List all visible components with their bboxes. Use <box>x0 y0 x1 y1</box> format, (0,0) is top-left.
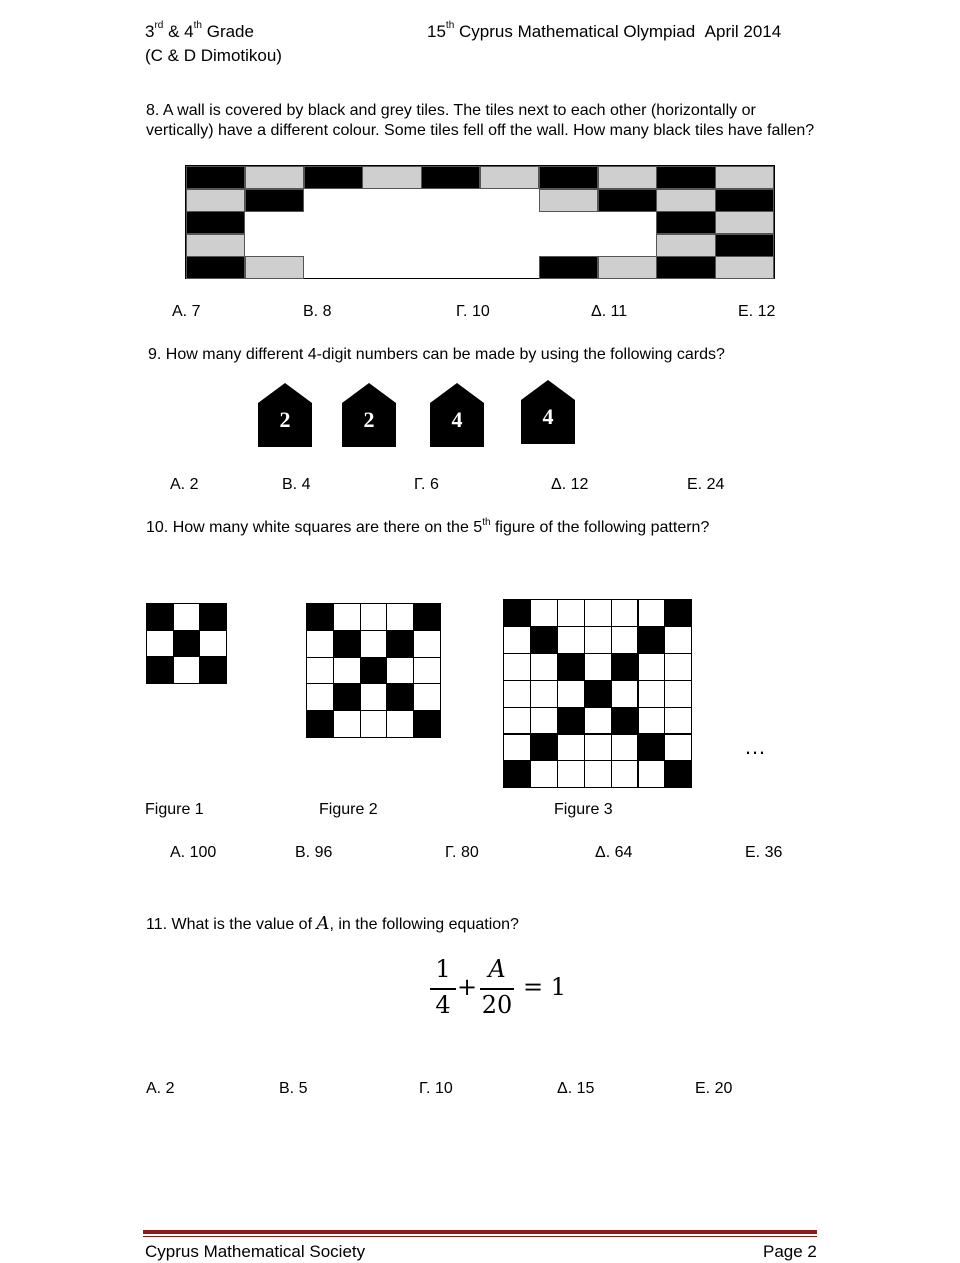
black-tile <box>304 166 363 189</box>
white-square <box>664 680 692 708</box>
black-square <box>503 599 531 627</box>
fraction-one-quarter <box>430 955 456 1021</box>
q9-option-e[interactable]: Ε. 24 <box>687 476 725 493</box>
white-square <box>530 707 558 735</box>
white-square <box>333 657 361 685</box>
white-square <box>360 630 388 658</box>
black-square <box>557 707 585 735</box>
grey-tile <box>362 166 421 189</box>
grey-tile <box>715 256 774 279</box>
white-square <box>664 653 692 681</box>
olympiad-number: 15 <box>427 22 446 41</box>
white-square <box>557 680 585 708</box>
black-square <box>611 707 639 735</box>
black-square <box>638 626 666 654</box>
white-square <box>360 683 388 711</box>
black-tile <box>715 234 774 257</box>
fraction-bar <box>480 988 514 990</box>
white-square <box>664 626 692 654</box>
black-square <box>664 599 692 627</box>
white-square <box>611 760 639 788</box>
fraction-numerator: 1 <box>435 955 451 983</box>
pattern-ellipsis: … <box>744 734 766 759</box>
number-card <box>342 383 396 447</box>
black-square <box>146 656 174 684</box>
fraction-a-over-20 <box>480 955 514 1021</box>
q9-option-d[interactable]: Δ. 12 <box>551 476 589 493</box>
white-square <box>360 603 388 631</box>
black-square <box>386 683 414 711</box>
black-tile <box>598 189 657 212</box>
tile-wall <box>185 165 775 279</box>
black-tile <box>656 211 715 234</box>
olympiad-suffix: th <box>445 20 455 31</box>
white-square <box>503 626 531 654</box>
grey-tile <box>598 166 657 189</box>
grey-tile <box>539 189 598 212</box>
card-digit: 2 <box>363 407 375 432</box>
black-square <box>530 734 558 762</box>
white-square <box>146 630 174 658</box>
grey-tile <box>598 256 657 279</box>
white-square <box>386 657 414 685</box>
white-square <box>584 626 612 654</box>
black-square <box>503 760 531 788</box>
white-square <box>638 707 666 735</box>
white-square <box>503 653 531 681</box>
card-digit: 4 <box>451 407 463 432</box>
white-square <box>306 657 334 685</box>
figure-label-2: Figure 2 <box>319 801 378 818</box>
white-square <box>584 734 612 762</box>
q8-option-a[interactable]: Α. 7 <box>172 303 201 320</box>
black-square <box>333 683 361 711</box>
black-square <box>360 657 388 685</box>
white-square <box>386 710 414 738</box>
white-square <box>638 680 666 708</box>
black-square <box>199 603 227 631</box>
white-square <box>503 680 531 708</box>
white-square <box>503 707 531 735</box>
white-square <box>584 760 612 788</box>
q9-option-b[interactable]: Β. 4 <box>282 476 311 493</box>
white-square <box>557 599 585 627</box>
white-square <box>306 630 334 658</box>
white-square <box>386 603 414 631</box>
white-square <box>503 734 531 762</box>
grey-tile <box>186 189 245 212</box>
black-square <box>333 630 361 658</box>
q11-text-end: , in the following equation? <box>329 916 519 933</box>
grade-word: Grade <box>206 22 254 41</box>
white-square <box>413 657 441 685</box>
white-square <box>413 683 441 711</box>
white-square <box>664 707 692 735</box>
black-tile <box>421 166 480 189</box>
black-square <box>306 710 334 738</box>
q8-text-line1: 8. A wall is covered by black and grey tiles. The tiles next to each other (horizontally or <box>146 102 756 119</box>
pattern-figure-3 <box>503 599 691 787</box>
white-square <box>664 734 692 762</box>
grey-tile <box>656 189 715 212</box>
q8-text-line2: vertically) have a different colour. Some tiles fell off the wall. How many black tiles have fallen? <box>146 122 815 139</box>
black-square <box>530 626 558 654</box>
black-square <box>413 603 441 631</box>
card-digit: 4 <box>542 404 554 429</box>
fraction-numerator: A <box>488 955 506 983</box>
white-square <box>173 656 201 684</box>
white-square <box>611 680 639 708</box>
q8-option-c[interactable]: Γ. 10 <box>456 303 490 320</box>
grade-suffix-2: th <box>193 20 202 31</box>
white-square <box>638 760 666 788</box>
grade-suffix: rd <box>154 20 164 31</box>
white-square <box>638 653 666 681</box>
number-card <box>258 383 312 447</box>
white-square <box>584 707 612 735</box>
white-square <box>584 653 612 681</box>
pattern-figure-1 <box>146 603 226 683</box>
equation-rhs: = 1 <box>523 973 567 1001</box>
q9-option-c[interactable]: Γ. 6 <box>414 476 439 493</box>
footer-rule-thin <box>143 1236 817 1237</box>
olympiad-date: April 2014 <box>704 22 782 41</box>
q10-text-sup: th <box>482 517 491 528</box>
grey-tile <box>245 256 304 279</box>
black-tile <box>186 256 245 279</box>
white-square <box>173 603 201 631</box>
white-square <box>611 734 639 762</box>
black-square <box>584 680 612 708</box>
black-square <box>199 656 227 684</box>
grey-tile <box>245 166 304 189</box>
q10-text-end: figure of the following pattern? <box>490 519 710 536</box>
number-card <box>521 380 575 444</box>
q11-option-c[interactable]: Γ. 10 <box>419 1080 453 1097</box>
grey-tile <box>480 166 539 189</box>
plus-sign: + <box>457 973 478 1001</box>
grade-and: & 4 <box>168 22 194 41</box>
white-square <box>611 626 639 654</box>
black-square <box>173 630 201 658</box>
q10-option-d[interactable]: Δ. 64 <box>595 844 633 861</box>
black-square <box>386 630 414 658</box>
fraction-denominator: 4 <box>435 991 451 1019</box>
white-square <box>530 760 558 788</box>
header-grade <box>145 22 254 42</box>
white-square <box>530 599 558 627</box>
q8-option-b[interactable]: Β. 8 <box>303 303 332 320</box>
black-square <box>611 653 639 681</box>
pattern-figure-2 <box>306 603 440 737</box>
black-square <box>413 710 441 738</box>
white-square <box>557 626 585 654</box>
olympiad-title: Cyprus Mathematical Olympiad <box>459 22 696 41</box>
white-square <box>333 603 361 631</box>
grey-tile <box>715 166 774 189</box>
q10-option-c[interactable]: Γ. 80 <box>445 844 479 861</box>
fraction-denominator: 20 <box>481 991 513 1019</box>
grey-tile <box>186 234 245 257</box>
black-tile <box>186 211 245 234</box>
q8-option-e[interactable]: Ε. 12 <box>738 303 776 320</box>
footer-page-number: Page 2 <box>763 1242 817 1261</box>
q10-text-start: 10. How many white squares are there on the 5 <box>146 519 483 536</box>
white-square <box>333 710 361 738</box>
footer-society: Cyprus Mathematical Society <box>145 1242 366 1261</box>
q10-option-b[interactable]: Β. 96 <box>295 844 333 861</box>
grey-tile <box>715 211 774 234</box>
number-card <box>430 383 484 447</box>
black-square <box>557 653 585 681</box>
q9-option-a[interactable]: Α. 2 <box>170 476 199 493</box>
black-tile <box>186 166 245 189</box>
q8-option-d[interactable]: Δ. 11 <box>591 303 628 320</box>
black-tile <box>539 256 598 279</box>
q10-text <box>146 519 709 537</box>
header-olympiad <box>427 22 781 42</box>
q11-text <box>146 913 519 934</box>
q9-text: 9. How many different 4-digit numbers can be made by using the following cards? <box>148 346 725 363</box>
white-square <box>638 599 666 627</box>
grey-tile <box>656 234 715 257</box>
q11-option-b[interactable]: Β. 5 <box>279 1080 308 1097</box>
q11-option-d[interactable]: Δ. 15 <box>557 1080 595 1097</box>
black-tile <box>656 256 715 279</box>
white-square <box>306 683 334 711</box>
black-square <box>306 603 334 631</box>
q10-option-a[interactable]: Α. 100 <box>170 844 217 861</box>
q11-variable: A <box>316 913 330 934</box>
white-square <box>611 599 639 627</box>
q11-option-a[interactable]: Α. 2 <box>146 1080 175 1097</box>
white-square <box>360 710 388 738</box>
figure-label-3: Figure 3 <box>554 801 613 818</box>
white-square <box>413 630 441 658</box>
black-tile <box>245 189 304 212</box>
black-tile <box>715 189 774 212</box>
black-square <box>664 760 692 788</box>
figure-label-1: Figure 1 <box>145 801 204 818</box>
grade-number: 3 <box>145 22 155 41</box>
card-digit: 2 <box>279 407 291 432</box>
black-square <box>638 734 666 762</box>
q10-option-e[interactable]: Ε. 36 <box>745 844 783 861</box>
white-square <box>530 653 558 681</box>
white-square <box>557 734 585 762</box>
black-tile <box>656 166 715 189</box>
equation <box>430 955 570 1021</box>
black-tile <box>539 166 598 189</box>
header-subtitle: (C & D Dimotikou) <box>145 46 282 65</box>
q11-text-start: 11. What is the value of <box>146 916 317 933</box>
white-square <box>557 760 585 788</box>
fraction-bar <box>430 988 456 990</box>
black-square <box>146 603 174 631</box>
white-square <box>530 680 558 708</box>
footer-rule <box>143 1230 817 1234</box>
q11-option-e[interactable]: Ε. 20 <box>695 1080 733 1097</box>
white-square <box>584 599 612 627</box>
white-square <box>199 630 227 658</box>
